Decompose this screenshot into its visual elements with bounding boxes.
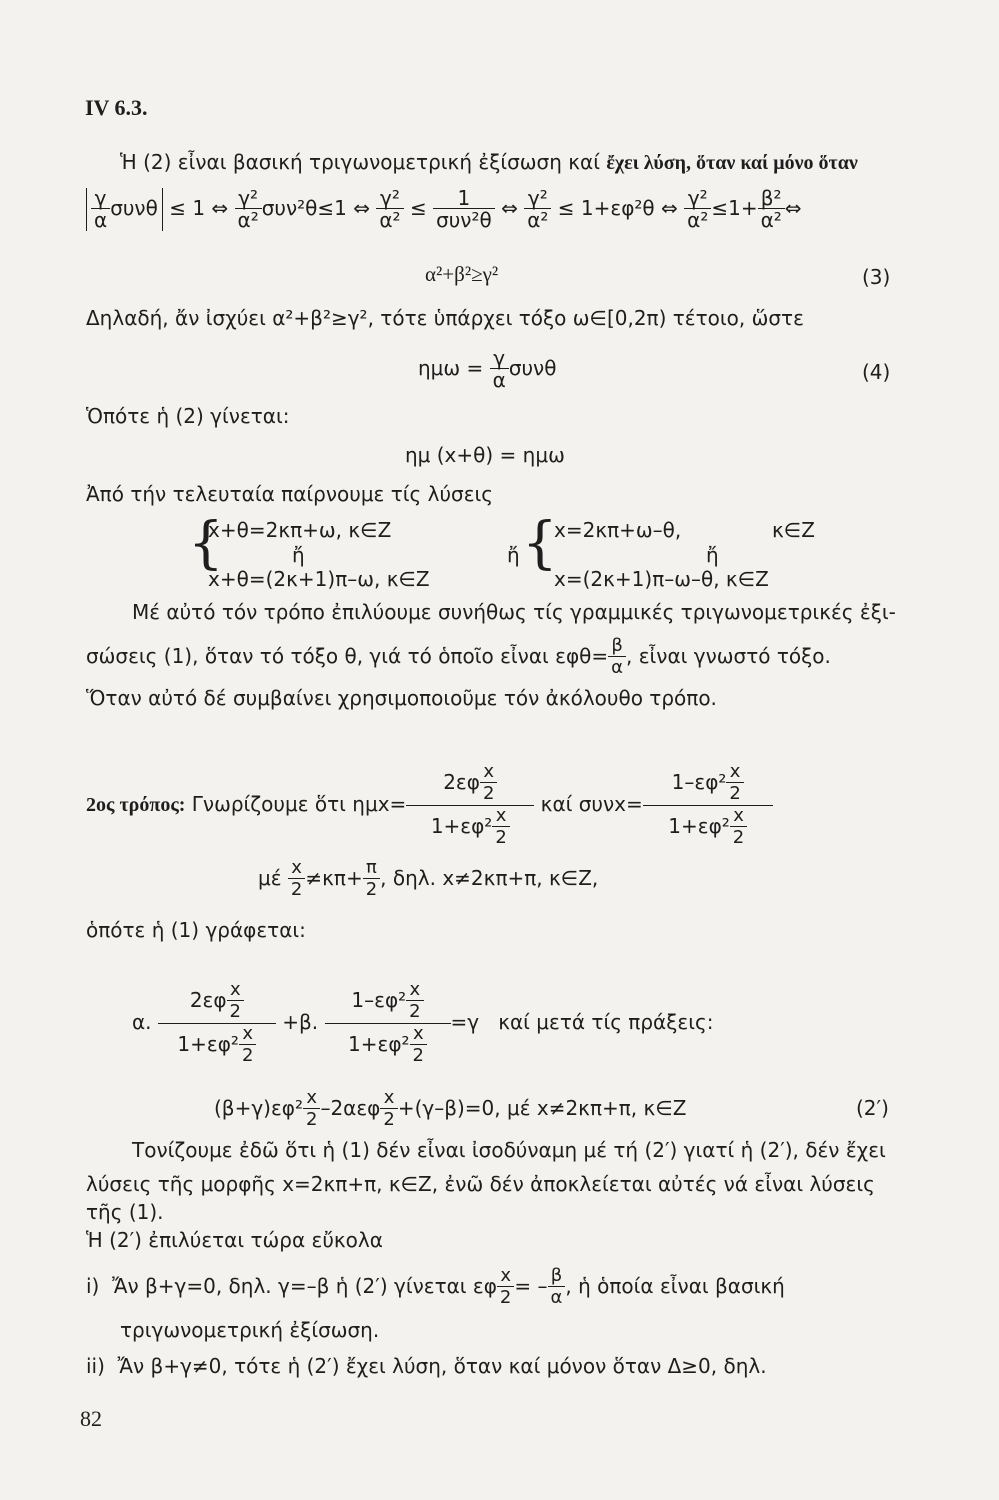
paragraph-5-line-1: Μέ αὐτό τόν τρόπο ἐπιλύουμε συνήθως τίς γραμμικές τριγωνομετρικές ἐξι-: [132, 600, 896, 624]
system-2-line-2: ἤ: [706, 543, 719, 567]
system-1-line-3: x+θ=(2κ+1)π–ω, κ∈Z: [208, 567, 430, 591]
system-1-line-1: x+θ=2κπ+ω, κ∈Z: [208, 518, 392, 542]
left-brace-2: {: [522, 511, 558, 576]
item-ii: ii) Ἄν β+γ≠0, τότε ἡ (2′) ἔχει λύση, ὅταν καί μόνον ὅταν Δ≥0, δηλ.: [86, 1354, 767, 1378]
system-2-line-3: x=(2κ+1)π–ω–θ, κ∈Z: [554, 567, 769, 591]
absolute-value: $\frac{\gamma}{\alpha}$ συνθ: [86, 188, 163, 231]
system-2-line-1: x=2κπ+ω–θ,: [554, 518, 682, 542]
left-brace-1: {: [188, 511, 224, 576]
item-ii-marker: ii): [86, 1354, 105, 1378]
paragraph-4: Ἀπό τήν τελευταία παίρνουμε τίς λύσεις: [86, 482, 494, 506]
equation-3-label: (3): [862, 265, 891, 289]
or-word: ἤ: [507, 543, 520, 567]
system-1-line-2: ἤ: [292, 543, 305, 567]
emphasis-text: ἔχει λύση, ὅταν καί μόνο ὅταν: [606, 152, 858, 174]
page-number: 82: [80, 1406, 102, 1431]
method-2-line: 2ος τρόπος: Γνωρίζουμε ὅτι ημx= 2εφ $\frac{x}{2}$ 1+εφ² $\frac{x}{2}$ καί συνx= 1–εφ² $\frac{x}{2}$ 1+εφ² $\frac{x}{2}$: [86, 762, 773, 849]
paragraph-1: Ἡ (2) εἶναι βασική τριγωνομετρική ἐξίσωση καί ἔχει λύση, ὅταν καί μόνο ὅταν: [120, 150, 858, 174]
item-i: i) Ἄν β+γ=0, δηλ. γ=–β ἡ (2′) γίνεται εφ $\frac{x}{2}$ = – $\frac{\beta}{\alpha}$ , ἡ ὁποία εἶναι βασική: [86, 1265, 785, 1308]
section-header: IV 6.3.: [85, 95, 148, 120]
paragraph-3: Ὁπότε ἡ (2) γίνεται:: [86, 404, 290, 428]
equation-3: α²+β²≥γ²: [425, 262, 499, 286]
equation-5: ημ (x+θ) = ημω: [405, 443, 565, 467]
paragraph-5-line-2: σώσεις (1), ὅταν τό τόξο θ, γιά τό ὁποῖο εἶναι εφθ= $\frac{\beta}{\alpha}$ , εἶναι γνωστό τόξο.: [86, 635, 831, 678]
system-2-line-1-domain: κ∈Z: [772, 518, 815, 542]
paragraph-7-line-3: τῆς (1).: [86, 1200, 164, 1224]
paragraph-2: Δηλαδή, ἄν ἰσχύει α²+β²≥γ², τότε ὑπάρχει τόξο ω∈[0,2π) τέτοιο, ὥστε: [86, 306, 804, 330]
equation-2-prime: (β+γ)εφ² $\frac{x}{2}$ –2αεφ $\frac{x}{2}$ +(γ–β)=0, μέ x≠2κπ+π, κ∈Z: [214, 1087, 687, 1130]
equation-2-prime-label: (2′): [856, 1096, 889, 1120]
equation-6: α. 2εφ $\frac{x}{2}$ 1+εφ² $\frac{x}{2}$ +β. 1–εφ² $\frac{x}{2}$ 1+εφ² $\frac{x}{2}$ =γ καί μετά τίς πράξεις:: [132, 979, 714, 1066]
equivalence-chain: $\frac{\gamma}{\alpha}$ συνθ ≤ 1 ⇔ $\frac{\text{γ²}}{\text{α²}}$ συν²θ≤1 ⇔ $\frac{\text{γ²}}{\text{α²}}$ ≤ $\frac{1}{\text{συν²θ}}$ ⇔ $\frac{\text{γ²}}{\text{α²}}$ ≤ 1+εφ²θ ⇔ $\frac{\text{γ²}}{\text{α²}}$ ≤1+ $\frac{\text{β²}}{\text{α²}}$ ⇔: [86, 188, 802, 231]
item-i-line-2: τριγωνομετρική ἐξίσωση.: [120, 1318, 380, 1342]
paragraph-7-line-2: λύσεις τῆς μορφῆς x=2κπ+π, κ∈Z, ἐνῶ δέν ἀποκλείεται αὐτές νά εἶναι λύσεις: [86, 1172, 875, 1196]
paragraph-7-line-1: Τονίζουμε ἐδῶ ὅτι ἡ (1) δέν εἶναι ἰσοδύναμη μέ τή (2′) γιατί ἡ (2′), δέν ἔχει: [132, 1138, 886, 1162]
method-2-label: 2ος τρόπος:: [86, 794, 186, 816]
paragraph-7-line-4: Ἡ (2′) ἐπιλύεται τώρα εὔκολα: [86, 1228, 383, 1252]
paragraph-5-line-3: Ὅταν αὐτό δέ συμβαίνει χρησιμοποιοῦμε τόν ἀκόλουθο τρόπο.: [86, 686, 717, 710]
paragraph-6: ὁπότε ἡ (1) γράφεται:: [86, 918, 306, 942]
equation-4-label: (4): [862, 360, 891, 384]
equation-4: ημω = $\frac{\gamma}{\alpha}$ συνθ: [418, 346, 557, 392]
condition-line: μέ $\frac{x}{2}$ ≠κπ+ $\frac{\pi}{2}$ , δηλ. x≠2κπ+π, κ∈Z,: [258, 857, 599, 900]
item-i-marker: i): [86, 1274, 100, 1298]
